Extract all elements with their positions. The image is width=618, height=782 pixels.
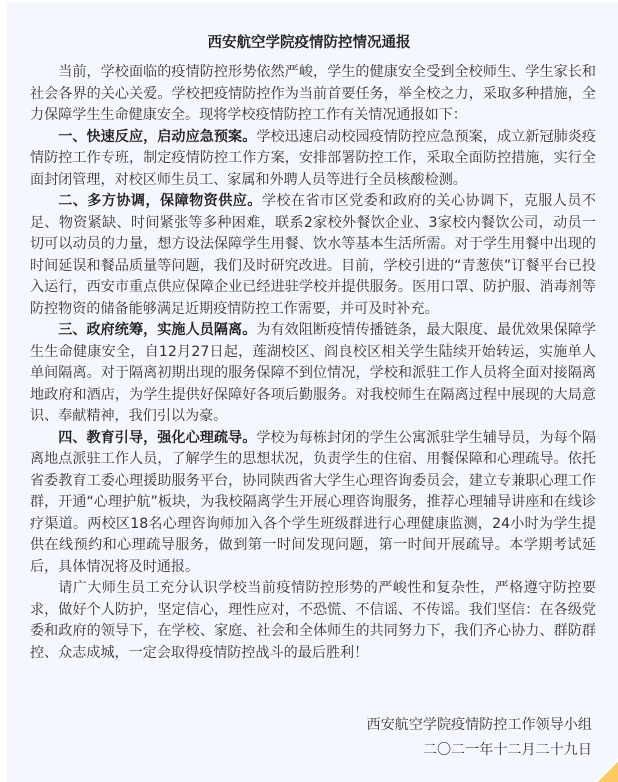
section-4-text: 学校为每栋封闭的学生公寓派驻学生辅导员，为每个隔离地点派驻工作人员，了解学生的思想状况，负责学生的住宿、用餐保障和心理疏导。依托省委教育工委心理援助服务平台，协同陕西省大学生心理咨询委员会，建立专兼职心理工作群，开通“心理护航”板块，为我校隔离学生开展心理咨询服务，推荐心理辅导讲座和在线诊疗渠道。两校区18名心理咨询师加入各个学生班级群进行心理健康监测，24小时为学生提供在线预约和心理疏导服务，做到第一时间发现问题，第一时间开展疏导。本学期考试延后，具体情况将及时通报。 — [30, 429, 597, 575]
section-2-text: 学校在省市区党委和政府的关心协调下，克服人员不足、物资紧缺、时间紧张等多种困难，联系2家校外餐饮企业、3家校内餐饮公司，动员一切可以动员的力量，想方设法保障学生用餐、饮水等基本生活所需。对于学生用餐中出现的时间延误和餐品质量等问题，我们及时研究改进。目前，学校引进的“青葱侠”订餐平台已投入运行，西安市重点供应保障企业已经进驻学校并提供服务。医用口罩、防护服、消毒剂等防控物资的储备能够满足近期疫情防控工作需要，并可及时补充。 — [30, 193, 597, 317]
section-3-heading: 三、政府统筹，实施人员隔离。 — [58, 322, 257, 338]
section-3 — [30, 320, 596, 428]
section-2 — [30, 191, 596, 320]
signature-date: 二〇二一年十二月二十九日 — [422, 742, 592, 758]
signature-org: 西安航空学院疫情防控工作领导小组 — [366, 717, 592, 733]
document-body — [30, 62, 596, 664]
intro-paragraph: 当前，学校面临的疫情防控形势依然严峻，学生的健康安全受到全校师生、学生家长和社会各界的关心关爱。学校把疫情防控作为当前首要任务，举全校之力，采取多种措施，全力保障学生生命健康安全。现将学校疫情防控工作有关情况通报如下： — [30, 64, 596, 123]
section-1-heading: 一、快速反应，启动应急预案。 — [58, 128, 257, 145]
section-3-text: 为有效阻断疫情传播链条，最大限度、最优效果保障学生生命健康安全，自12月27日起，莲湖校区、阎良校区相关学生陆续开始转运，实施单人单间隔离。对于隔离初期出现的服务保障不到位情况，学校和派驻工作人员将全面对接隔离地政府和酒店，为学生提供好保障好各项后勤服务。对我校师生在隔离过程中展现的大局意识、奉献精神，我们引以为豪。 — [30, 322, 597, 424]
section-1-text: 学校迅速启动校园疫情防控应急预案，成立新冠肺炎疫情防控工作专班，制定疫情防控工作方案，安排部署防控工作，采取全面防控措施，实行全面封闭管理，对校区师生员工、家属和外聘人员等进行全员核酸检测。 — [30, 128, 597, 188]
corner-stripe — [594, 758, 618, 782]
section-4-heading: 四、教育引导，强化心理疏导。 — [58, 429, 257, 446]
section-1 — [30, 127, 596, 192]
section-2-heading: 二、多方协调，保障物资供应。 — [58, 193, 262, 209]
section-4 — [30, 428, 596, 579]
signature-block — [367, 713, 593, 763]
document-title: 西安航空学院疫情防控情况通报 — [207, 35, 411, 51]
closing-paragraph: 请广大师生员工充分认识学校当前疫情防控形势的严峻性和复杂性，严格遵守防控要求，做好个人防护，坚定信心，理性应对，不恐慌、不信谣、不传谣。我们坚信：在各级党委和政府的领导下，在学校、家庭、社会和全体师生的共同努力下，我们齐心协力、群防群控、众志成城，一定会取得疫情防控战斗的最后胜利！ — [30, 580, 596, 661]
